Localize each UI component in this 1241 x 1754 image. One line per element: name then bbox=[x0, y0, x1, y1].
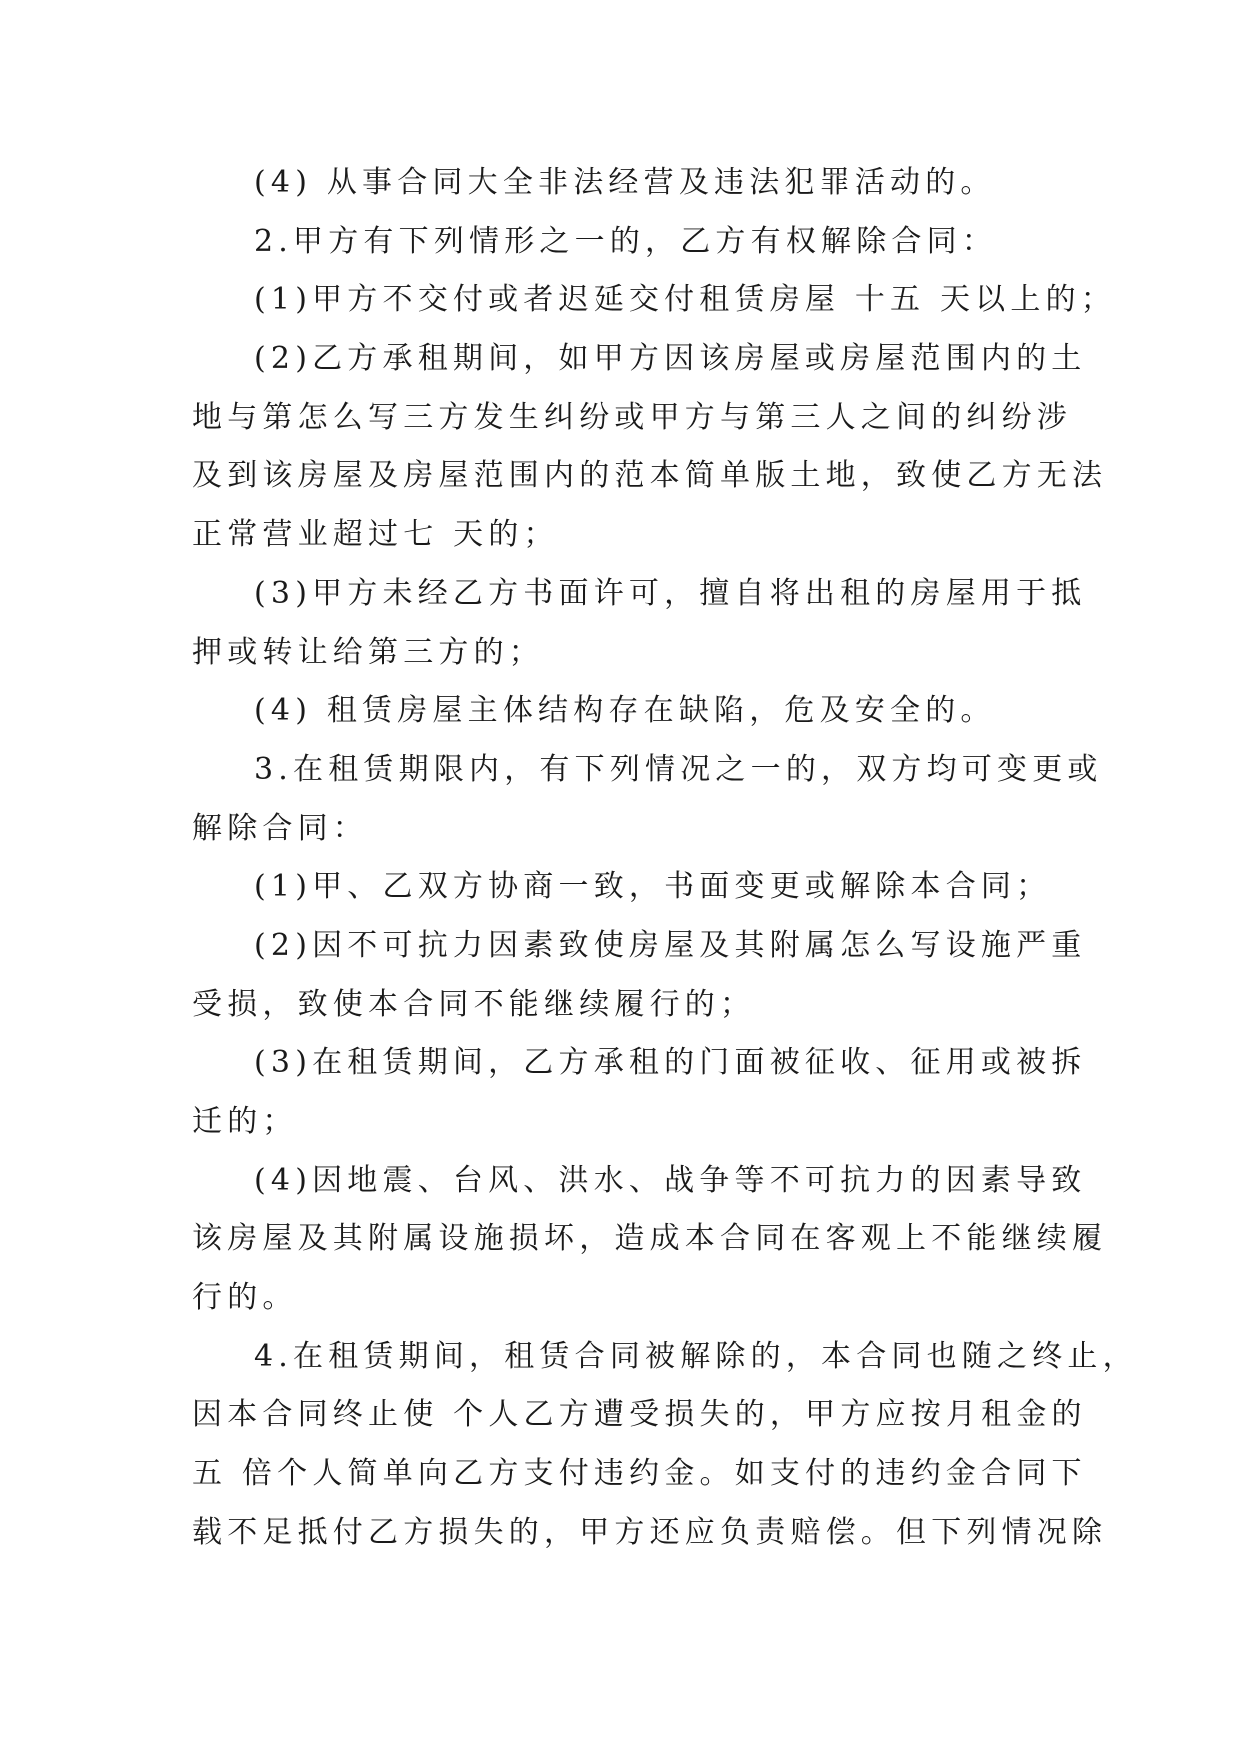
text-line: (4)因地震、台风、洪水、战争等不可抗力的因素导致 bbox=[254, 1162, 1087, 1198]
text-line: 五 倍个人简单向乙方支付违约金。如支付的违约金合同下 bbox=[192, 1456, 1087, 1492]
text-line: (1)甲、乙双方协商一致，书面变更或解除本合同； bbox=[254, 869, 1052, 905]
text-line: 2.甲方有下列情形之一的，乙方有权解除合同： bbox=[254, 223, 998, 259]
text-line: 正常营业超过七 天的； bbox=[192, 517, 559, 553]
text-line: 载不足抵付乙方损失的，甲方还应负责赔偿。但下列情况除 bbox=[192, 1514, 1108, 1550]
text-line: 解除合同： bbox=[192, 810, 368, 846]
document-body bbox=[192, 154, 1138, 1563]
text-line: (3)甲方未经乙方书面许可，擅自将出租的房屋用于抵 bbox=[254, 575, 1087, 611]
text-line: 3.在租赁期限内，有下列情况之一的，双方均可变更或 bbox=[254, 751, 1103, 787]
text-line: 押或转让给第三方的； bbox=[192, 634, 544, 670]
text-line: (4) 从事合同大全非法经营及违法犯罪活动的。 bbox=[254, 165, 996, 200]
text-line: (2)乙方承租期间，如甲方因该房屋或房屋范围内的土 bbox=[254, 341, 1087, 377]
text-line: 受损，致使本合同不能继续履行的； bbox=[192, 986, 756, 1022]
text-line: (3)在租赁期间，乙方承租的门面被征收、征用或被拆 bbox=[254, 1045, 1087, 1081]
text-line: (4) 租赁房屋主体结构存在缺陷，危及安全的。 bbox=[254, 693, 996, 729]
text-line: 行的。 bbox=[192, 1280, 298, 1316]
text-line: (1)甲方不交付或者迟延交付租赁房屋 十五 天以上的； bbox=[254, 282, 1116, 318]
text-line: 及到该房屋及房屋范围内的范本简单版土地，致使乙方无法 bbox=[192, 458, 1108, 494]
text-line: 地与第怎么写三方发生纠纷或甲方与第三人之间的纠纷涉 bbox=[192, 399, 1072, 435]
text-line: 该房屋及其附属设施损坏，造成本合同在客观上不能继续履 bbox=[192, 1221, 1108, 1257]
text-line: 迁的； bbox=[192, 1104, 298, 1139]
text-line: 因本合同终止使 个人乙方遭受损失的，甲方应按月租金的 bbox=[192, 1397, 1087, 1433]
text-line: 4.在租赁期间，租赁合同被解除的，本合同也随之终止， bbox=[254, 1338, 1138, 1374]
text-line: (2)因不可抗力因素致使房屋及其附属怎么写设施严重 bbox=[254, 927, 1087, 963]
